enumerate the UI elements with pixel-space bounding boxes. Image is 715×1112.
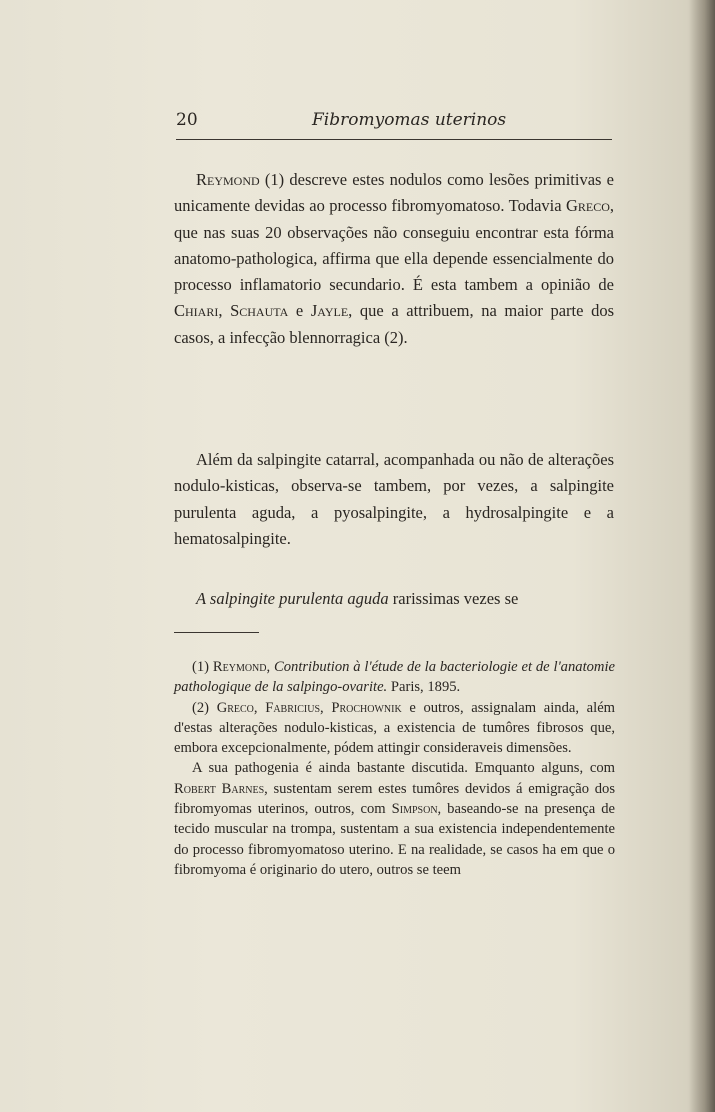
text-run: , xyxy=(320,699,332,716)
header-rule xyxy=(176,139,612,140)
footnote-marker: (1) xyxy=(192,659,213,675)
footnote-1 xyxy=(174,657,615,698)
text-run: rarissimas vezes se xyxy=(388,589,519,608)
paragraph-salpingite-purulenta xyxy=(174,586,614,612)
text-run: A sua pathogenia é ainda bastante discutida. Emquanto alguns, com xyxy=(192,760,615,777)
author-name: Reymond xyxy=(212,659,267,675)
text-run: (1) descreve estes nodulos como lesões primitivas e unicamente devidas ao processo fibromyomatoso. Todavia xyxy=(174,170,614,216)
footnote-rule xyxy=(174,632,259,633)
page-number: 20 xyxy=(176,110,198,130)
text-run: , xyxy=(266,659,274,675)
binding-shadow xyxy=(689,0,715,1112)
author-name: Fabricius xyxy=(265,699,321,716)
author-name: Reymond xyxy=(196,170,260,189)
text-run: , que nas suas 20 observações não conseguiu encontrar esta fórma anatomo-pathologica, affirma que ella depende essencialmente do processo inflamatorio secundario. É esta tambem a opinião de xyxy=(174,196,614,295)
text-run: , xyxy=(218,301,231,321)
text-run: , baseando-se na presença de tecido muscular na trompa, sustentam a sua existencia independentemente do processo fibromyomatoso uterino. E na realidade, se casos ha em que o fibromyoma é originario do utero, outros se teem xyxy=(174,801,615,878)
page-header xyxy=(176,110,612,136)
italic-heading: A salpingite purulenta aguda xyxy=(196,589,389,608)
author-name: Robert Barnes xyxy=(174,780,265,797)
author-name: Greco xyxy=(216,699,254,716)
text-run: e outros, assignalam ainda, além d'estas alterações nodulo-kisticas, a existencia de tumôres fibrosos que, embora excepcionalmente, pódem attingir consideraveis dimensões. xyxy=(174,699,616,757)
author-name: Jayle xyxy=(310,301,349,321)
author-name: Schauta xyxy=(230,301,289,321)
paragraph-reymond xyxy=(174,167,614,351)
running-title: Fibromyomas uterinos xyxy=(312,110,507,130)
footnotes xyxy=(174,657,615,880)
text-run: , que a attribuem, na maior parte dos casos, a infecção blennorragica (2). xyxy=(174,301,614,347)
paragraph-salpingite-catarral xyxy=(174,447,614,552)
text-run: e xyxy=(288,301,311,321)
author-name: Chiari xyxy=(174,301,219,321)
text-run: , sustentam serem estes tumôres devidos á emigração dos fibromyomas uterinos, outros, com xyxy=(174,780,615,818)
text-run: Paris, 1895. xyxy=(387,679,461,696)
author-name: Prochownik xyxy=(331,699,402,716)
author-name: Simpson xyxy=(391,801,438,818)
cited-title: Contribution à l'étude de la bacteriologie et de l'anatomie pathologique de la salpingo-ovarite. xyxy=(174,659,615,696)
author-name: Greco xyxy=(565,196,610,216)
footnote-2 xyxy=(174,698,615,759)
footnote-2-continued xyxy=(174,758,615,880)
footnote-marker: (2) xyxy=(192,699,217,716)
text-run: , xyxy=(253,699,266,716)
paragraph-text: Além da salpingite catarral, acompanhada ou não de alterações nodulo-kisticas, observa-se tambem, por vezes, a salpingite purulenta aguda, a pyosalpingite, a hydrosalpingite e a hematosalpingite. xyxy=(174,450,614,548)
